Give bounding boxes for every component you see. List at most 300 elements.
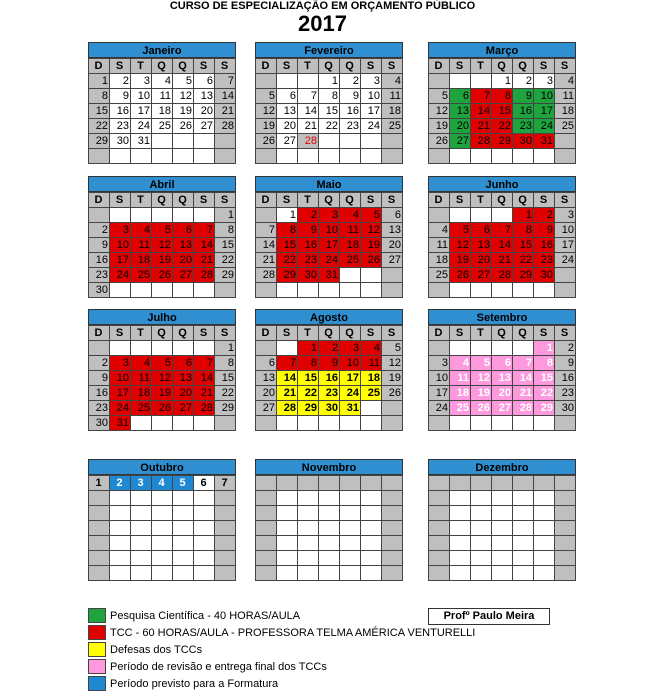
day-cell xyxy=(89,551,110,566)
day-cell: 24 xyxy=(131,119,152,134)
day-cell xyxy=(450,208,471,223)
day-cell xyxy=(173,341,194,356)
day-cell xyxy=(471,283,492,298)
day-cell: 23 xyxy=(340,119,361,134)
day-cell: 27 xyxy=(471,268,492,283)
weekday-header: D xyxy=(429,326,450,341)
day-cell xyxy=(173,566,194,581)
day-cell xyxy=(429,283,450,298)
day-cell xyxy=(173,149,194,164)
day-cell xyxy=(215,506,236,521)
day-cell xyxy=(450,506,471,521)
day-cell: 25 xyxy=(152,119,173,134)
day-cell xyxy=(319,506,340,521)
day-cell xyxy=(194,536,215,551)
day-cell xyxy=(131,149,152,164)
month-janeiro xyxy=(88,42,236,164)
day-cell xyxy=(429,551,450,566)
day-cell xyxy=(340,283,361,298)
day-cell: 28 xyxy=(194,268,215,283)
day-cell: 19 xyxy=(429,119,450,134)
day-cell: 23 xyxy=(513,119,534,134)
day-cell xyxy=(110,566,131,581)
day-cell xyxy=(152,566,173,581)
day-cell xyxy=(89,521,110,536)
day-cell xyxy=(471,506,492,521)
day-cell xyxy=(173,506,194,521)
day-cell: 12 xyxy=(256,104,277,119)
day-cell: 1 xyxy=(277,208,298,223)
day-cell: 9 xyxy=(298,223,319,238)
day-cell: 30 xyxy=(89,283,110,298)
day-cell: 29 xyxy=(534,401,555,416)
day-cell: 8 xyxy=(215,356,236,371)
weekday-header: Q xyxy=(492,59,513,74)
day-cell xyxy=(340,521,361,536)
weekday-header: T xyxy=(298,193,319,208)
weekday-header: Q xyxy=(319,59,340,74)
day-cell: 16 xyxy=(555,371,576,386)
weekday-header: T xyxy=(298,326,319,341)
day-cell xyxy=(429,521,450,536)
weekday-header: 4 xyxy=(152,476,173,491)
day-cell xyxy=(361,283,382,298)
weekday-header: D xyxy=(256,326,277,341)
day-cell: 1 xyxy=(534,341,555,356)
day-cell: 15 xyxy=(215,371,236,386)
day-cell: 27 xyxy=(173,268,194,283)
day-cell xyxy=(194,551,215,566)
year-title: 2017 xyxy=(298,11,347,36)
day-cell xyxy=(492,149,513,164)
day-cell xyxy=(194,208,215,223)
day-cell: 14 xyxy=(513,371,534,386)
day-cell: 7 xyxy=(513,356,534,371)
day-cell xyxy=(513,536,534,551)
day-cell xyxy=(450,341,471,356)
day-cell xyxy=(555,491,576,506)
day-cell xyxy=(429,416,450,431)
day-cell: 20 xyxy=(492,386,513,401)
day-cell: 1 xyxy=(215,208,236,223)
day-cell xyxy=(492,521,513,536)
day-cell: 21 xyxy=(215,104,236,119)
day-cell: 18 xyxy=(152,104,173,119)
day-cell xyxy=(534,521,555,536)
day-cell: 27 xyxy=(256,401,277,416)
day-cell: 19 xyxy=(152,386,173,401)
day-cell: 6 xyxy=(382,208,403,223)
day-cell xyxy=(215,521,236,536)
day-cell: 17 xyxy=(319,238,340,253)
course-title: CURSO DE ESPECIALIZAÇÃO EM ORÇAMENTO PÚBLICO xyxy=(169,0,476,12)
weekday-header: S xyxy=(450,59,471,74)
day-cell: 27 xyxy=(173,401,194,416)
day-cell: 4 xyxy=(131,356,152,371)
weekday-header: S xyxy=(277,59,298,74)
weekday-header: Q xyxy=(173,59,194,74)
day-cell xyxy=(340,506,361,521)
day-cell: 28 xyxy=(194,401,215,416)
day-cell: 31 xyxy=(319,268,340,283)
day-cell xyxy=(340,536,361,551)
day-cell: 5 xyxy=(471,356,492,371)
day-cell xyxy=(319,521,340,536)
day-cell xyxy=(152,521,173,536)
day-cell xyxy=(471,521,492,536)
day-cell: 25 xyxy=(429,268,450,283)
weekday-header: S xyxy=(555,59,576,74)
day-cell: 19 xyxy=(173,104,194,119)
weekday-header: S xyxy=(361,193,382,208)
day-cell xyxy=(298,283,319,298)
day-cell: 9 xyxy=(319,356,340,371)
day-cell xyxy=(173,283,194,298)
day-cell: 29 xyxy=(89,134,110,149)
day-cell xyxy=(131,536,152,551)
day-cell: 16 xyxy=(340,104,361,119)
day-cell: 9 xyxy=(89,371,110,386)
day-cell: 21 xyxy=(256,253,277,268)
day-cell xyxy=(277,506,298,521)
day-cell: 29 xyxy=(215,401,236,416)
day-cell: 4 xyxy=(429,223,450,238)
day-cell xyxy=(382,134,403,149)
weekday-header: Q xyxy=(152,193,173,208)
day-cell xyxy=(340,268,361,283)
day-cell xyxy=(450,551,471,566)
day-cell: 8 xyxy=(89,89,110,104)
weekday-header xyxy=(450,476,471,491)
month-header: Fevereiro xyxy=(255,42,403,58)
day-cell: 14 xyxy=(492,238,513,253)
day-cell xyxy=(450,521,471,536)
day-cell: 27 xyxy=(382,253,403,268)
day-cell: 25 xyxy=(555,119,576,134)
day-cell: 28 xyxy=(277,401,298,416)
day-cell xyxy=(513,341,534,356)
day-cell xyxy=(513,283,534,298)
day-cell xyxy=(429,208,450,223)
day-cell: 27 xyxy=(450,134,471,149)
day-cell: 25 xyxy=(340,253,361,268)
day-cell: 20 xyxy=(382,238,403,253)
day-cell: 3 xyxy=(319,208,340,223)
day-cell: 7 xyxy=(492,223,513,238)
day-cell xyxy=(110,551,131,566)
day-cell: 14 xyxy=(215,89,236,104)
day-cell xyxy=(429,341,450,356)
day-cell: 22 xyxy=(89,119,110,134)
day-cell xyxy=(194,283,215,298)
legend xyxy=(88,607,475,692)
day-cell xyxy=(256,536,277,551)
day-cell: 13 xyxy=(471,238,492,253)
day-cell xyxy=(382,506,403,521)
day-cell xyxy=(256,208,277,223)
day-cell xyxy=(492,341,513,356)
weekday-header: Q xyxy=(513,326,534,341)
day-cell xyxy=(152,536,173,551)
day-cell xyxy=(534,506,555,521)
day-cell: 9 xyxy=(89,238,110,253)
month-header: Outubro xyxy=(88,459,236,475)
day-cell xyxy=(471,551,492,566)
weekday-header: D xyxy=(429,59,450,74)
day-cell xyxy=(256,74,277,89)
legend-item xyxy=(88,624,475,641)
day-cell xyxy=(471,491,492,506)
month-header: Janeiro xyxy=(88,42,236,58)
weekday-header: S xyxy=(110,326,131,341)
day-cell: 24 xyxy=(555,253,576,268)
day-cell: 27 xyxy=(194,119,215,134)
day-cell xyxy=(110,536,131,551)
day-cell xyxy=(131,341,152,356)
day-cell: 2 xyxy=(555,341,576,356)
day-cell: 20 xyxy=(194,104,215,119)
day-cell: 28 xyxy=(298,134,319,149)
day-cell xyxy=(382,536,403,551)
day-cell: 16 xyxy=(319,371,340,386)
month-maio xyxy=(255,176,403,298)
day-cell: 15 xyxy=(215,238,236,253)
day-cell: 23 xyxy=(555,386,576,401)
day-cell xyxy=(298,74,319,89)
day-cell xyxy=(89,536,110,551)
day-cell: 20 xyxy=(471,253,492,268)
day-cell: 15 xyxy=(513,238,534,253)
day-cell: 29 xyxy=(277,268,298,283)
day-cell xyxy=(298,566,319,581)
day-cell xyxy=(277,283,298,298)
weekday-header: S xyxy=(382,326,403,341)
weekday-header: 5 xyxy=(173,476,194,491)
weekday-header: S xyxy=(361,326,382,341)
day-cell xyxy=(89,208,110,223)
weekday-header: Q xyxy=(492,326,513,341)
day-cell: 7 xyxy=(215,74,236,89)
day-cell: 8 xyxy=(534,356,555,371)
day-cell: 4 xyxy=(450,356,471,371)
weekday-header: S xyxy=(361,59,382,74)
day-cell xyxy=(340,149,361,164)
day-cell xyxy=(429,74,450,89)
day-cell: 2 xyxy=(89,356,110,371)
day-cell: 10 xyxy=(131,89,152,104)
weekday-header: S xyxy=(534,326,555,341)
legend-label: TCC - 60 HORAS/AULA - PROFESSORA TELMA AMÉRICA VENTURELLI xyxy=(110,626,476,639)
day-cell: 29 xyxy=(215,268,236,283)
day-cell: 5 xyxy=(450,223,471,238)
day-cell xyxy=(194,566,215,581)
day-cell: 7 xyxy=(277,356,298,371)
month-junho xyxy=(428,176,576,298)
day-cell: 20 xyxy=(450,119,471,134)
day-cell: 5 xyxy=(173,74,194,89)
day-cell: 14 xyxy=(194,238,215,253)
day-cell: 12 xyxy=(173,89,194,104)
day-cell xyxy=(110,208,131,223)
weekday-header: T xyxy=(471,59,492,74)
day-cell xyxy=(277,74,298,89)
day-cell xyxy=(256,283,277,298)
day-cell: 30 xyxy=(89,416,110,431)
day-cell: 3 xyxy=(429,356,450,371)
day-cell: 18 xyxy=(131,253,152,268)
day-cell: 9 xyxy=(513,89,534,104)
day-cell: 29 xyxy=(492,134,513,149)
day-cell xyxy=(256,341,277,356)
day-cell: 3 xyxy=(340,341,361,356)
day-cell xyxy=(429,506,450,521)
day-cell xyxy=(319,491,340,506)
weekday-header: Q xyxy=(340,193,361,208)
day-cell: 14 xyxy=(194,371,215,386)
day-cell xyxy=(361,521,382,536)
day-cell: 6 xyxy=(492,356,513,371)
day-cell: 7 xyxy=(194,356,215,371)
day-cell xyxy=(361,536,382,551)
day-cell xyxy=(298,506,319,521)
day-cell: 11 xyxy=(152,89,173,104)
day-cell: 1 xyxy=(513,208,534,223)
day-cell: 5 xyxy=(152,356,173,371)
legend-item xyxy=(88,658,475,675)
day-cell: 24 xyxy=(340,386,361,401)
day-cell xyxy=(152,283,173,298)
day-cell xyxy=(513,521,534,536)
day-cell: 25 xyxy=(361,386,382,401)
day-cell: 5 xyxy=(429,89,450,104)
day-cell: 14 xyxy=(277,371,298,386)
day-cell: 21 xyxy=(194,386,215,401)
weekday-header xyxy=(534,476,555,491)
day-cell xyxy=(492,416,513,431)
day-cell xyxy=(555,551,576,566)
day-cell: 14 xyxy=(471,104,492,119)
day-cell: 28 xyxy=(513,401,534,416)
day-cell: 13 xyxy=(382,223,403,238)
day-cell: 24 xyxy=(429,401,450,416)
day-cell xyxy=(131,283,152,298)
day-cell xyxy=(215,283,236,298)
weekday-header: 1 xyxy=(89,476,110,491)
day-cell xyxy=(492,283,513,298)
day-cell xyxy=(89,341,110,356)
day-cell: 10 xyxy=(110,371,131,386)
month-header: Junho xyxy=(428,176,576,192)
day-cell: 28 xyxy=(215,119,236,134)
day-cell: 19 xyxy=(382,371,403,386)
day-cell: 8 xyxy=(277,223,298,238)
month-header: Dezembro xyxy=(428,459,576,475)
day-cell: 17 xyxy=(429,386,450,401)
day-cell: 26 xyxy=(471,401,492,416)
day-cell xyxy=(298,521,319,536)
day-cell: 22 xyxy=(492,119,513,134)
weekday-header: S xyxy=(555,193,576,208)
weekday-header: S xyxy=(277,193,298,208)
day-cell: 30 xyxy=(534,268,555,283)
day-cell xyxy=(492,566,513,581)
day-cell: 6 xyxy=(173,356,194,371)
day-cell: 25 xyxy=(131,401,152,416)
day-cell: 11 xyxy=(340,223,361,238)
day-cell: 30 xyxy=(319,401,340,416)
month-fevereiro xyxy=(255,42,403,164)
day-cell: 22 xyxy=(298,386,319,401)
day-cell xyxy=(152,551,173,566)
day-cell xyxy=(471,536,492,551)
professor-label: Profº Paulo Meira xyxy=(428,608,550,625)
day-cell: 28 xyxy=(492,268,513,283)
day-cell xyxy=(194,416,215,431)
day-cell xyxy=(450,416,471,431)
weekday-header: S xyxy=(450,326,471,341)
weekday-header xyxy=(319,476,340,491)
day-cell xyxy=(450,566,471,581)
day-cell: 15 xyxy=(298,371,319,386)
day-cell xyxy=(450,536,471,551)
day-cell: 31 xyxy=(110,416,131,431)
day-cell: 18 xyxy=(450,386,471,401)
weekday-header: T xyxy=(131,59,152,74)
weekday-header: S xyxy=(555,326,576,341)
weekday-header: Q xyxy=(513,193,534,208)
day-cell: 17 xyxy=(110,386,131,401)
day-cell xyxy=(256,491,277,506)
day-cell xyxy=(361,401,382,416)
weekday-header: S xyxy=(215,326,236,341)
legend-label: Pesquisa Científica - 40 HORAS/AULA xyxy=(110,609,301,622)
day-cell xyxy=(513,149,534,164)
day-cell xyxy=(382,283,403,298)
day-cell xyxy=(361,416,382,431)
day-cell: 3 xyxy=(110,356,131,371)
day-cell: 8 xyxy=(513,223,534,238)
day-cell xyxy=(555,521,576,536)
day-cell: 23 xyxy=(298,253,319,268)
day-cell xyxy=(215,149,236,164)
day-cell xyxy=(110,521,131,536)
day-cell: 10 xyxy=(429,371,450,386)
day-cell xyxy=(555,283,576,298)
weekday-header xyxy=(555,476,576,491)
day-cell xyxy=(361,551,382,566)
day-cell: 31 xyxy=(534,134,555,149)
weekday-header: Q xyxy=(173,326,194,341)
day-cell xyxy=(319,416,340,431)
day-cell xyxy=(555,506,576,521)
day-cell: 24 xyxy=(110,268,131,283)
day-cell: 11 xyxy=(131,238,152,253)
day-cell xyxy=(131,551,152,566)
day-cell: 11 xyxy=(131,371,152,386)
weekday-header: Q xyxy=(340,59,361,74)
weekday-header: Q xyxy=(152,59,173,74)
weekday-header: S xyxy=(215,193,236,208)
legend-swatch xyxy=(88,642,106,657)
day-cell xyxy=(194,149,215,164)
day-cell xyxy=(277,536,298,551)
weekday-header: T xyxy=(131,193,152,208)
day-cell xyxy=(194,341,215,356)
month-header: Março xyxy=(428,42,576,58)
day-cell: 10 xyxy=(110,238,131,253)
day-cell: 12 xyxy=(382,356,403,371)
day-cell: 13 xyxy=(492,371,513,386)
